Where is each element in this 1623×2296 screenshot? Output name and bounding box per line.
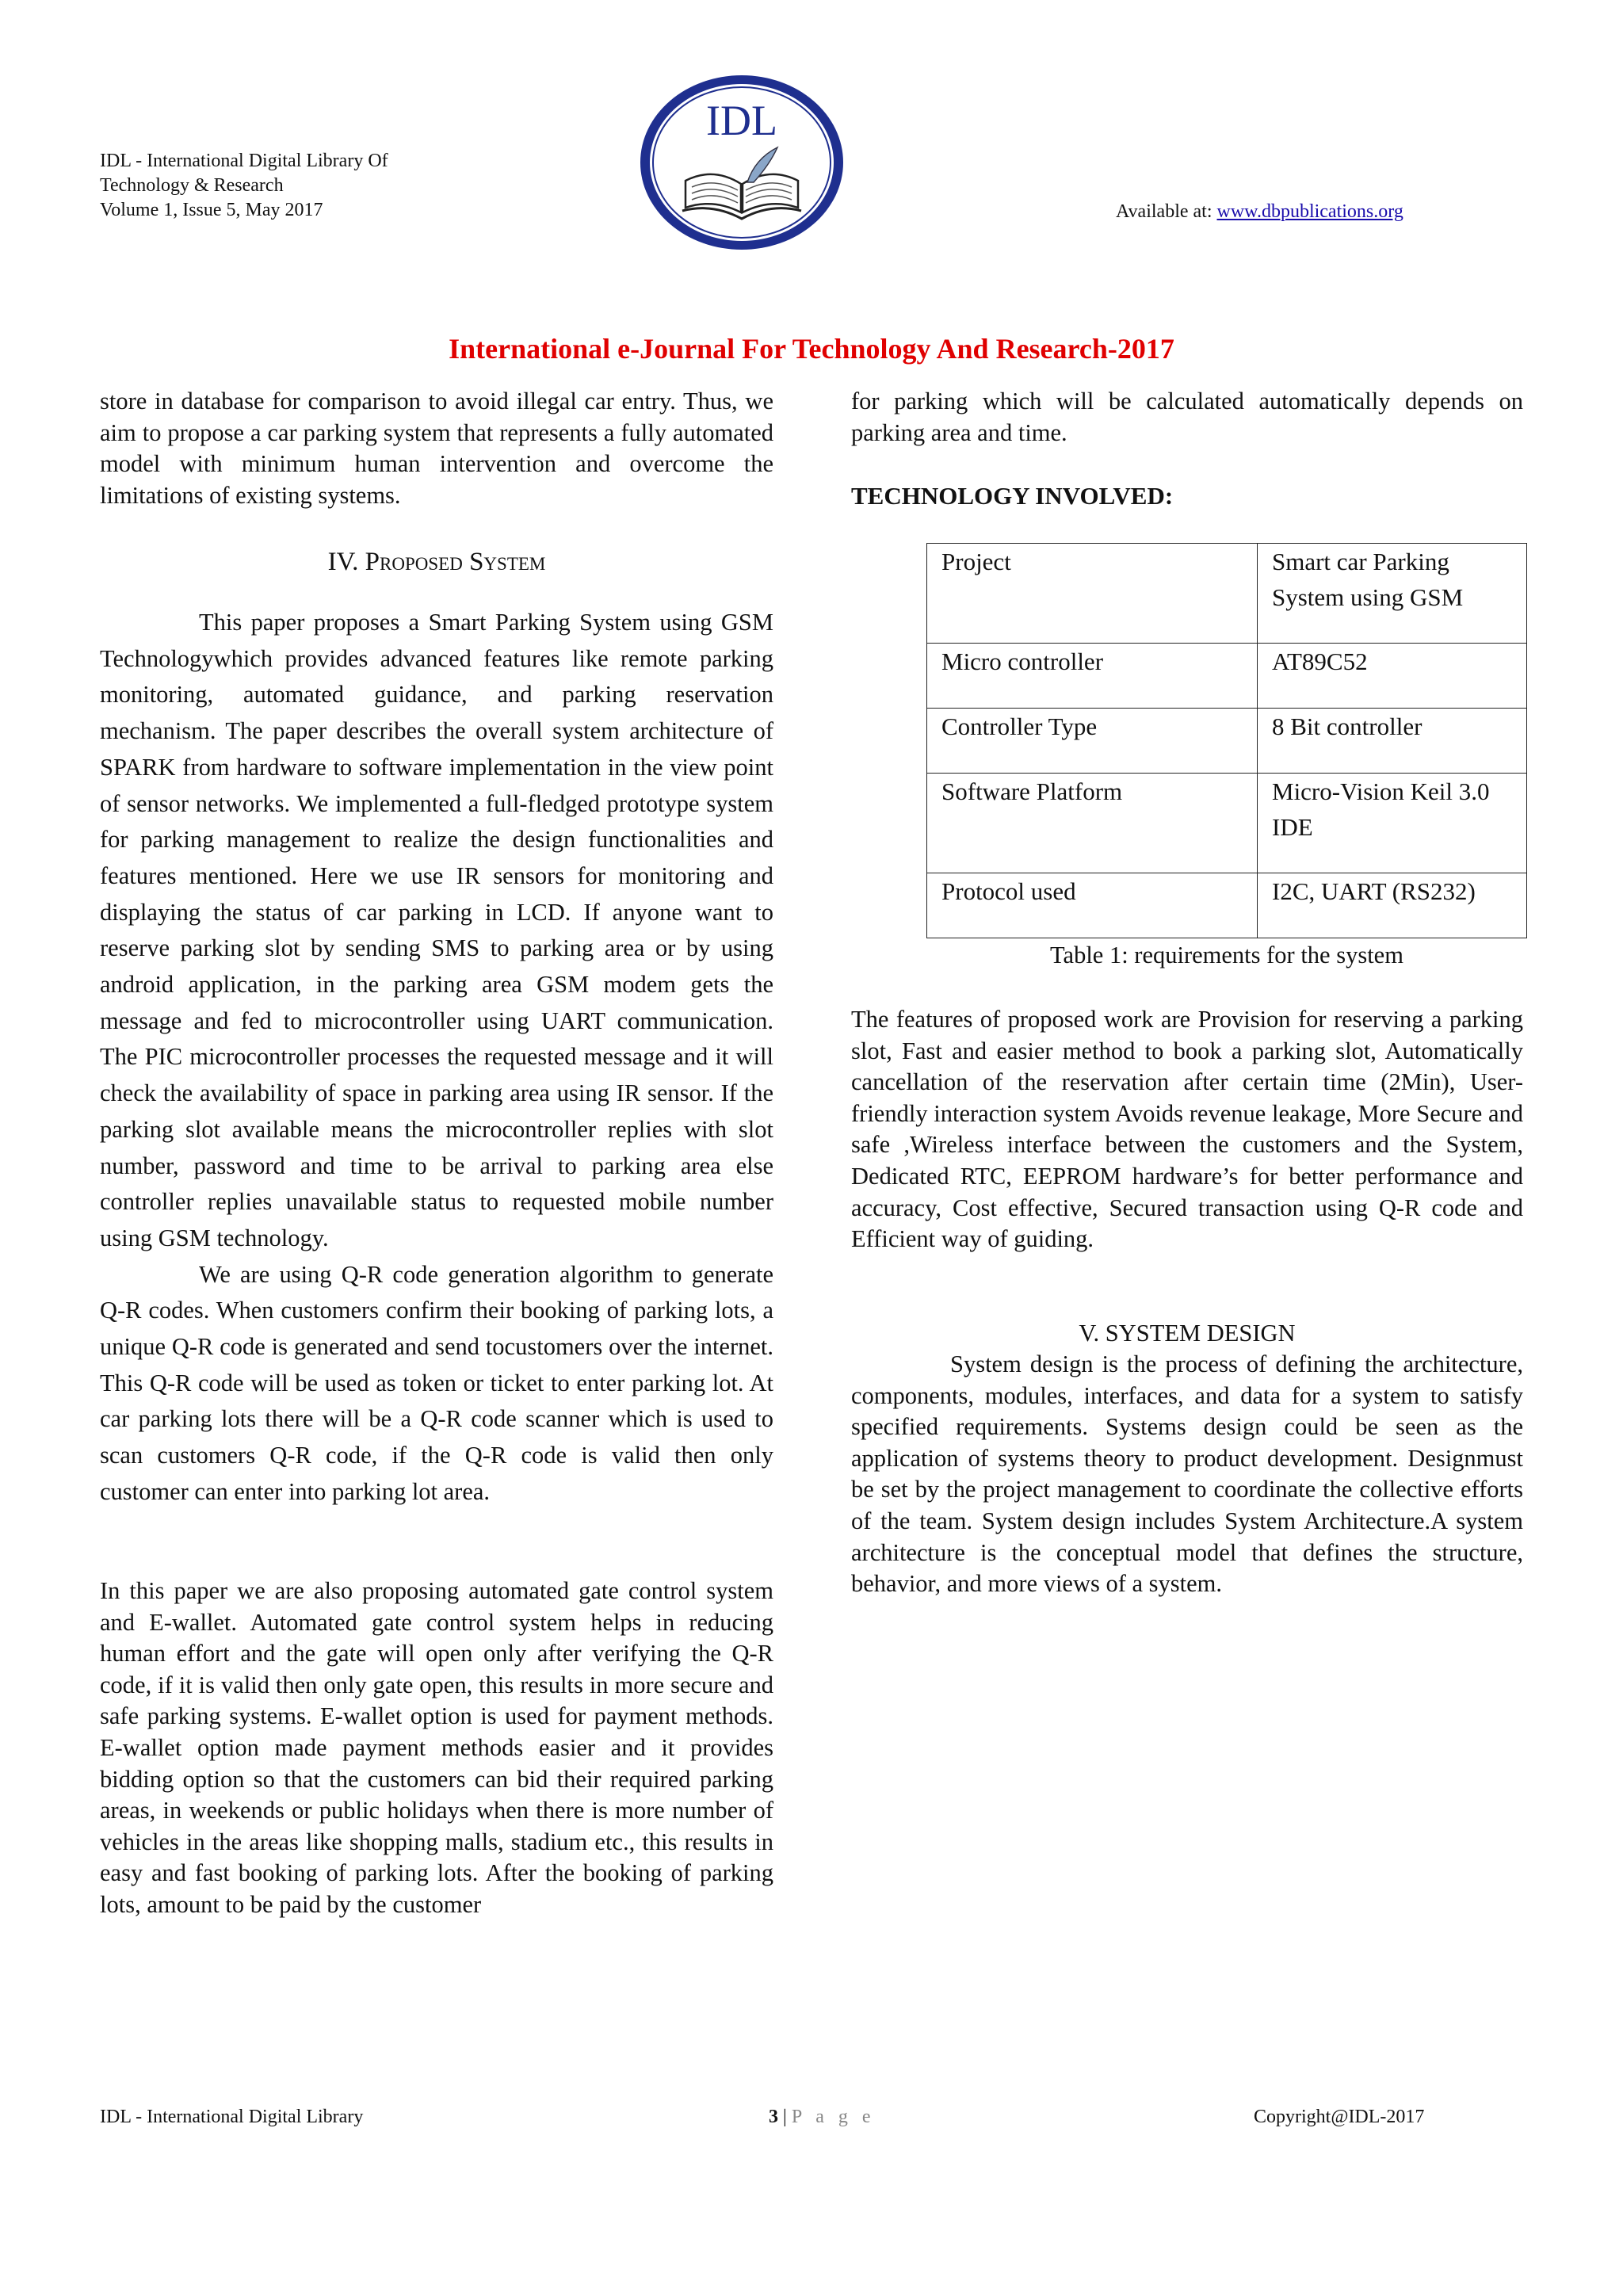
footer-page-number <box>769 2105 876 2129</box>
left-proposed-text <box>100 605 773 1511</box>
left-column <box>100 386 773 511</box>
footer-left: IDL - International Digital Library <box>100 2107 364 2127</box>
right-paragraph-2: The features of proposed work are Provision for reserving a parking slot, Fast and easier method to book a parking slot, Automatically cancellation of the reservation after certain time (2Min), User-friendly interaction system Avoids revenue leakage, More Secure and safe ,Wireless interface between the customers and the System, Dedicated RTC, EEPROM hardware’s for better performance and accuracy, Cost effective, Secured transaction using Q-R code and Efficient way of guiding. <box>851 1006 1523 1253</box>
header-line-1: IDL - International Digital Library Of <box>100 151 388 171</box>
table-row <box>927 873 1527 938</box>
section-heading-proposed-system <box>100 547 773 579</box>
table-cell-label: Protocol used <box>927 873 1258 938</box>
right-paragraph-3: System design is the process of defining the architecture, components, modules, interfaces, and data for a system to satisfy specified requirements. Systems design could be seen as the application of systems theory to product development. Designmust be set by the project management to coordinate the collective efforts of the team. System design includes System Architecture.A system architecture is the conceptual model that defines the structure, behavior, and more views of a system. <box>851 1350 1523 1598</box>
requirements-table <box>926 543 1527 938</box>
table-row <box>927 709 1527 774</box>
header-publication-info <box>100 149 544 223</box>
page-separator: | <box>778 2107 792 2127</box>
table-cell-label: Controller Type <box>927 709 1258 774</box>
table-cell-value: AT89C52 <box>1258 644 1527 709</box>
header-line-3: Volume 1, Issue 5, May 2017 <box>100 200 323 220</box>
table-cell-label: Software Platform <box>927 774 1258 873</box>
right-paragraph-1: for parking which will be calculated automatically depends on parking area and time. <box>851 388 1523 446</box>
table-cell-value: Smart car Parking System using GSM <box>1258 544 1527 644</box>
header-line-2: Technology & Research <box>100 175 284 196</box>
page-number: 3 <box>769 2107 778 2127</box>
table-row <box>927 774 1527 873</box>
page-word: P a g e <box>791 2107 876 2127</box>
section-number: IV. <box>327 548 365 576</box>
availability-line <box>1116 200 1449 224</box>
section-heading-system-design: V. SYSTEM DESIGN <box>1079 1320 1296 1347</box>
left-gate-text <box>100 1576 773 1921</box>
left-paragraph-3: We are using Q-R code generation algorithm to generate Q-R codes. When customers confirm their booking of parking lots, a unique Q-R code is generated and send tocustomers over the internet. This Q-R code will be used as token or ticket to enter parking lot. At car parking lots there will be a Q-R code scanner which is used to scan customers Q-R code, if the Q-R code is valid then only customer can enter into parking lot area. <box>100 1260 773 1505</box>
publisher-link[interactable]: www.dbpublications.org <box>1216 201 1403 222</box>
table-cell-label: Project <box>927 544 1258 644</box>
table-cell-label: Micro controller <box>927 644 1258 709</box>
journal-title: International e-Journal For Technology And Research-2017 <box>449 333 1174 365</box>
technology-heading: TECHNOLOGY INVOLVED: <box>851 482 1174 510</box>
right-intro <box>851 386 1523 449</box>
footer-copyright: Copyright@IDL-2017 <box>1254 2107 1425 2127</box>
left-paragraph-2: This paper proposes a Smart Parking System using GSM Technologywhich provides advanced features like remote parking monitoring, automated guidance, and parking reservation mechanism. The paper describes the overall system architecture of SPARK from hardware to software implementation in the view point of sensor networks. We implemented a full-fledged prototype system for parking management to realize the design functionalities and features mentioned. Here we use IR sensors for monitoring and displaying the status of car parking in LCD. If anyone want to reserve parking slot by sending SMS to parking area or by using android application, in the parking area GSM modem gets the message and fed to microcontroller using UART communication. The PIC microcontroller processes the requested message and it will check the availability of space in parking area using IR sensor. If the parking slot available means the microcontroller replies with slot number, password and time to be arrival to parking area else controller replies unavailable status to requested mobile number using GSM technology. <box>100 609 773 1251</box>
left-paragraph-1: store in database for comparison to avoid illegal car entry. Thus, we aim to propose a car parking system that represents a fully automated model with minimum human intervention and overcome the limitations of existing systems. <box>100 388 773 509</box>
left-paragraph-4: In this paper we are also proposing automated gate control system and E-wallet. Automated gate control system helps in reducing human effort and the gate will open only after verifying the Q-R code, if it is valid then only gate open, this results in more secure and safe parking systems. E-wallet option is used for payment methods. E-wallet option made payment methods easier and it provides bidding option so that the customers can bid their required parking areas, in weekends or public holidays when there is more number of vehicles in the areas like shopping malls, stadium etc., this results in easy and fast booking of parking lots. After the booking of parking lots, amount to be paid by the customer <box>100 1577 773 1918</box>
table-row <box>927 644 1527 709</box>
table-cell-value: I2C, UART (RS232) <box>1258 873 1527 938</box>
logo-text: IDL <box>706 97 777 144</box>
table-row <box>927 544 1527 644</box>
available-label: Available at: <box>1116 201 1217 222</box>
table-cell-value: Micro-Vision Keil 3.0 IDE <box>1258 774 1527 873</box>
table-cell-value: 8 Bit controller <box>1258 709 1527 774</box>
right-system-design-text <box>851 1349 1523 1600</box>
right-features-text <box>851 1004 1523 1255</box>
table-caption: Table 1: requirements for the system <box>1050 942 1403 968</box>
idl-logo <box>636 71 847 254</box>
section-title: Proposed System <box>365 548 546 576</box>
